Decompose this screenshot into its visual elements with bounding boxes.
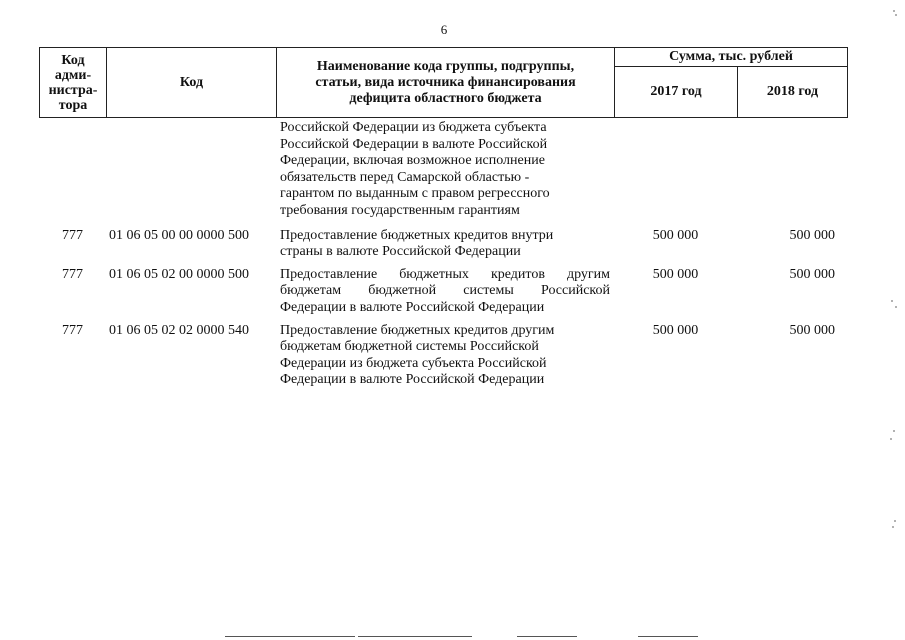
name-line: Федерации в валюте Российской Федерации [280,372,545,388]
name-line: Предоставление бюджетных кредитов внутри [280,227,554,243]
source-code-value: 01 06 05 00 00 0000 500 [109,227,249,243]
name-line: гарантом по выданным с правом регрессного [280,186,550,202]
name-line: Российской Федерации из бюджета субъекта [280,120,547,135]
table-row [39,323,847,389]
amount-2017: 500 000 [652,227,699,243]
admin-code-value: 777 [62,227,83,243]
table-row [39,267,847,317]
name-line: Федерации в валюте Российской Федерации [280,299,545,315]
amount-2018: 500 000 [789,266,835,282]
table-row-continuation [39,120,847,220]
header-admin-line: нистра- [48,82,98,98]
name-line: страны в валюте Российской Федерации [280,244,521,260]
header-year-2017: 2017 год [615,67,738,118]
amount-2018: 500 000 [789,322,835,338]
header-name [277,48,615,118]
name-line: бюджетам бюджетной системы Российской [280,283,610,299]
name-cell [276,228,614,261]
amount-2017: 500 000 [652,322,699,338]
header-name-line: статьи, вида источника финансирования [315,74,576,90]
name-cell [276,323,614,389]
header-admin-line: адми- [54,67,92,83]
name-line: Российской Федерации в валюте Российской [280,136,548,152]
name-line: Федерации из бюджета субъекта Российской [280,355,547,371]
name-line: требования государственным гарантиям [280,202,520,218]
scan-edge-marks [887,0,901,640]
header-admin-line: тора [58,97,88,113]
footer-rule [225,636,355,637]
page-number: 6 [440,22,448,37]
table-row [39,228,847,261]
table-body [39,120,847,395]
name-line: бюджетам бюджетной системы Российской [280,339,539,355]
footer-rule [517,636,577,637]
name-line: Предоставление бюджетных кредитов другим [280,266,610,282]
header-admin-line: Код [61,52,85,68]
name-line: Предоставление бюджетных кредитов другим [280,322,555,338]
header-code: Код [107,48,277,118]
footer-rule-lines [0,636,905,638]
source-code-value: 01 06 05 02 02 0000 540 [109,322,249,338]
header-name-line: дефицита областного бюджета [349,90,542,106]
table-header [39,47,848,118]
amount-2017: 500 000 [652,266,699,282]
name-cell [276,120,614,220]
name-line: обязательств перед Самарской областью - [280,169,530,185]
header-year-2018: 2018 год [738,67,848,118]
footer-rule [358,636,472,637]
header-admin-code [40,48,107,118]
name-cell [276,267,614,317]
admin-code-value: 777 [62,322,83,338]
admin-code-value: 777 [62,266,83,282]
amount-2018: 500 000 [789,227,835,243]
source-code-value: 01 06 05 02 00 0000 500 [109,266,249,282]
name-line: Федерации, включая возможное исполнение [280,153,545,169]
header-sum: Сумма, тыс. рублей [615,48,848,67]
header-name-line: Наименование кода группы, подгруппы, [316,58,575,74]
footer-rule [638,636,698,637]
